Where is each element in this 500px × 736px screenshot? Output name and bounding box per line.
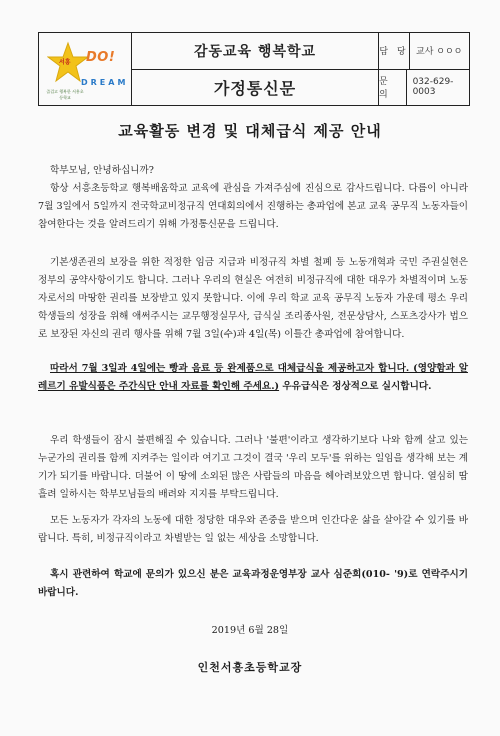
- document-title: 교육활동 변경 및 대체급식 제공 안내: [118, 122, 382, 140]
- paragraph-contact: [38, 566, 468, 602]
- paragraph-text: 모든 노동자가 각자의 노동에 대한 정당한 대우와 존중을 받으며 인간다운 삶을 살아갈 수 있기를 바랍니다. 특히, 비정규직이라고 차별받는 일 없는 세상을 소망합니다.: [38, 515, 468, 544]
- issue-date: 2019년 6월 28일: [211, 625, 289, 636]
- greeting-text: 학부모님, 안녕하십니까?: [50, 165, 154, 176]
- newsletter-title: 가정통신문: [213, 78, 297, 98]
- contact-row-manager: [379, 33, 469, 69]
- letterhead: [38, 32, 470, 106]
- contact-label: 문 의: [379, 70, 407, 106]
- contact-value: 교사 ㅇㅇㅇ: [416, 47, 463, 58]
- school-logo: [39, 33, 132, 105]
- paragraph-text: 우리 학생들이 잠시 불편해질 수 있습니다. 그러나 '불편'이라고 생각하기보다 나와 함께 살고 있는 누군가의 권리를 함께 지켜주는 일이라 여기고 그것이 결국 '우리 모두'를 위하는 일임을 생각해 보는 계기가 되기를 바랍니다. 더불어 이 땅에 소외된 많은 사람들의 마음을 헤아려보았으면 합니다. 열심히 땀 흘려 일하시는 학부모님들의 배려와 지지를 부탁드립니다.: [38, 435, 468, 500]
- logo-star-text: 서흥: [59, 59, 71, 66]
- greeting: [38, 162, 468, 180]
- contact-phone: 032-629-0003: [412, 77, 454, 98]
- letterhead-title: [132, 33, 379, 105]
- principal-signature: 인천서흥초등학교장: [197, 661, 303, 674]
- logo-do-text: DO!: [86, 50, 116, 65]
- logo-dream-text: DREAM: [81, 78, 129, 87]
- milk-notice: 우유급식은 정상적으로 실시합니다.: [279, 381, 432, 392]
- paragraph-text: 항상 서흥초등학교 행복배움학교 교육에 관심을 가져주심에 진심으로 감사드립니다. 다름이 아니라 7월 3일에서 5일까지 전국학교비정규직 연대회의에서 진행하는 총파업에 본교 교육 공무직 노동자들이 참여한다는 것을 알려드리기 위해 가정통신문을 드립니다.: [38, 183, 468, 230]
- paragraph-request: [38, 432, 468, 504]
- paragraph-reason: [38, 254, 468, 344]
- contact-info: [379, 33, 469, 105]
- paragraph-meal-notice: [38, 360, 468, 396]
- paragraph-text: 혹시 관련하여 학교에 문의가 있으신 분은 교육과정운영부장 교사 심준희(010- '9)로 연락주시기 바랍니다.: [38, 569, 468, 598]
- meal-notice-underlined: 따라서 7월 3일과 4일에는 빵과 음료 등 완제품으로 대체급식을 제공하고자 합니다. (영양함과 알레르기 유발식품은 주간식단 안내 자료를 확인해 주세요.): [38, 363, 468, 392]
- logo-subtitle: 즐겁고 행복한 서흥초등학교: [46, 89, 84, 100]
- contact-row-inquiry: [379, 69, 469, 106]
- paragraph-intro: [38, 180, 468, 234]
- contact-label: 담 당: [379, 33, 410, 69]
- paragraph-text: 기본생존권의 보장을 위한 적정한 임금 지급과 비정규직 차별 철폐 등 노동개혁과 국민 주권실현은 정부의 공약사항이기도 합니다. 그러나 우리의 현실은 여전히 비정규직에 대한 대우가 차별적이며 노동자로서의 마땅한 권리를 보장받고 있지 못합니다. 이에 우리 학교 교육 공무직 노동자 가운데 평소 우리 학생들의 성장을 위해 애써주시는 교무행정실무사, 급식실 조리종사원, 전문상담사, 스포츠강사가 법으로 보장된 자신의 권리 행사를 위해 7월 3일(수)과 4일(목) 이틀간 총파업에 참여합니다.: [38, 257, 468, 340]
- slogan: 감동교육 행복학교: [132, 33, 378, 70]
- paragraph-hope: [38, 512, 468, 548]
